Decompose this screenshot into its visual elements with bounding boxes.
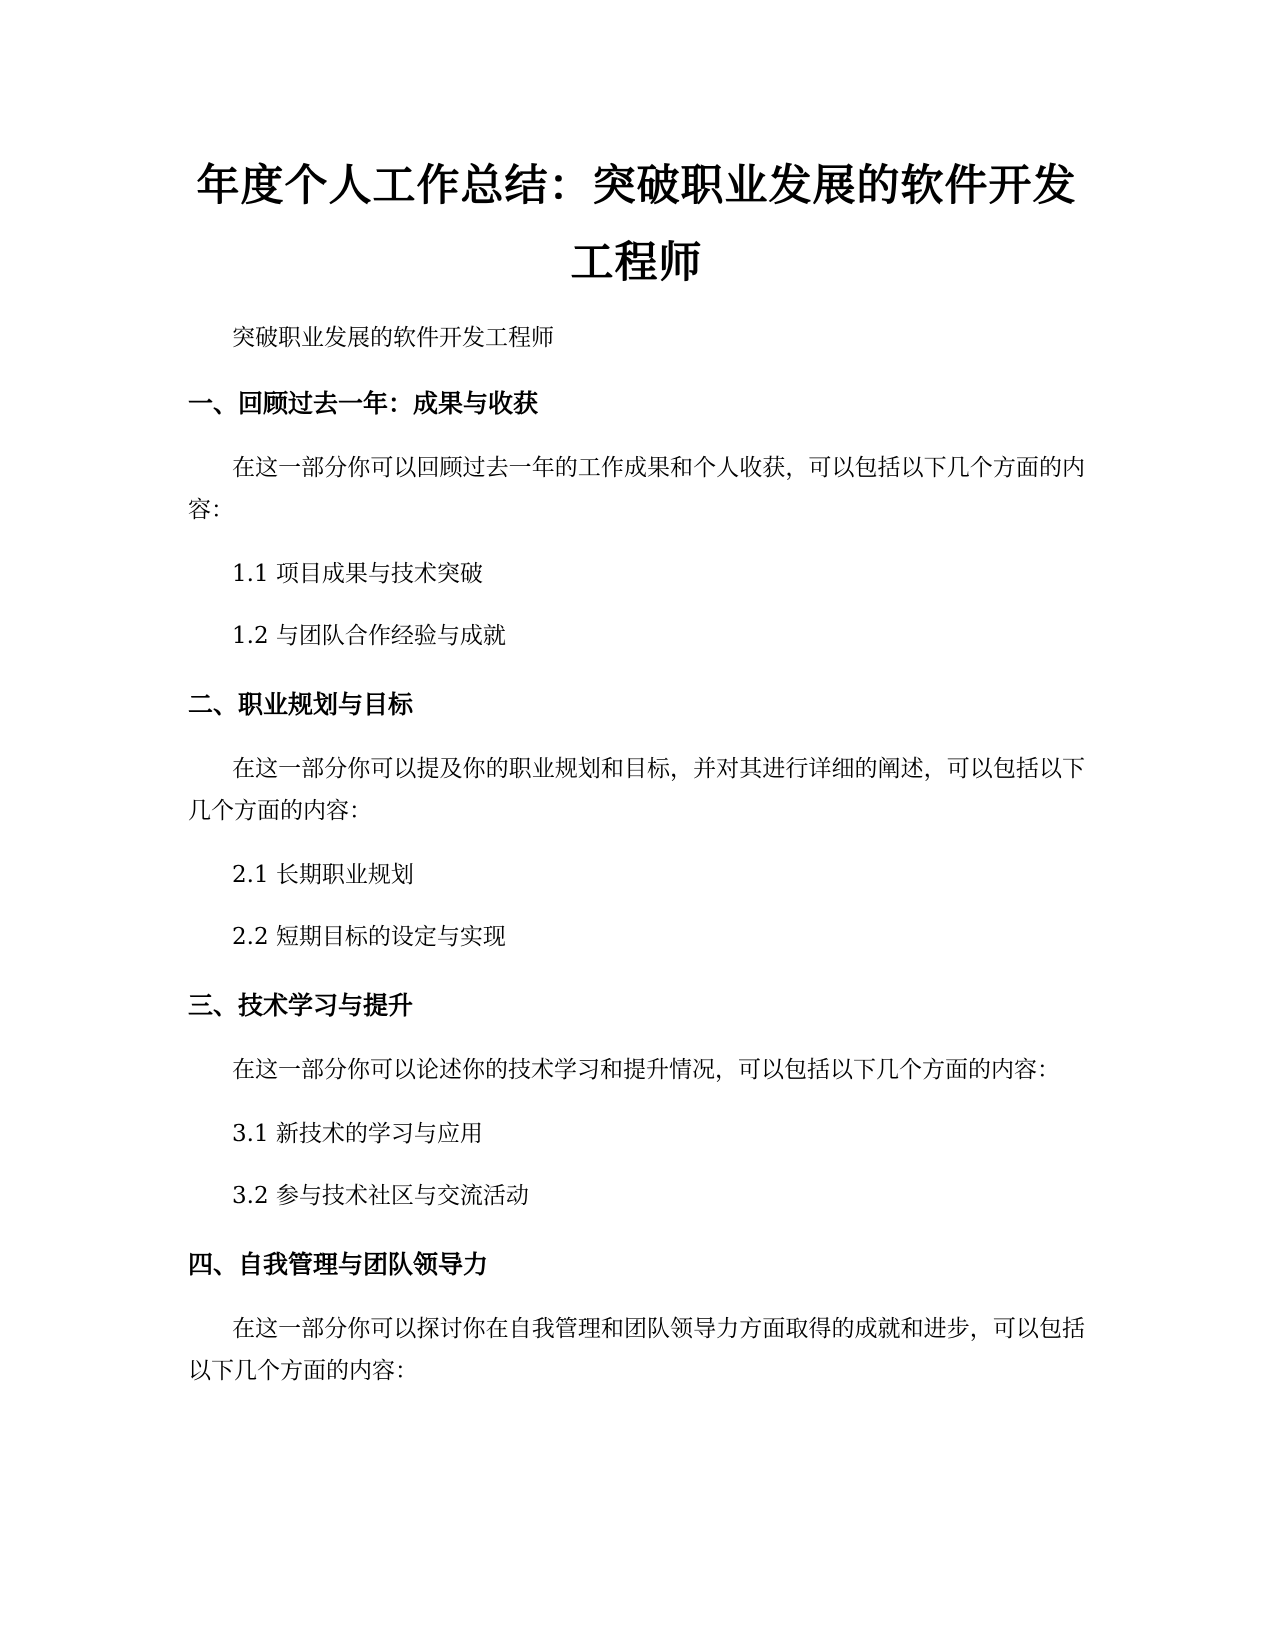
section-1-item-1: 1.1 项目成果与技术突破 [232,561,483,587]
section-4-body: 在这一部分你可以探讨你在自我管理和团队领导力方面取得的成就和进步，可以包括以下几个方面的内容： [188,1316,1085,1384]
section-3-heading: 三、技术学习与提升 [188,991,414,1020]
section-2-body: 在这一部分你可以提及你的职业规划和目标，并对其进行详细的阐述，可以包括以下几个方面的内容： [188,756,1085,824]
section-3-item-2: 3.2 参与技术社区与交流活动 [232,1183,529,1209]
document-subtitle: 突破职业发展的软件开发工程师 [232,325,554,351]
section-1-item-2: 1.2 与团队合作经验与成就 [232,623,506,649]
document-content [188,148,1085,1392]
section-3-body: 在这一部分你可以论述你的技术学习和提升情况，可以包括以下几个方面的内容： [232,1057,1060,1083]
document-title: 年度个人工作总结：突破职业发展的软件开发工程师 [196,161,1077,288]
section-2-item-1: 2.1 长期职业规划 [232,862,414,888]
section-3-item-1: 3.1 新技术的学习与应用 [232,1121,483,1147]
section-4-heading: 四、自我管理与团队领导力 [188,1250,489,1279]
section-1-heading: 一、回顾过去一年：成果与收获 [188,389,539,418]
section-1-body: 在这一部分你可以回顾过去一年的工作成果和个人收获，可以包括以下几个方面的内容： [188,455,1085,523]
section-2-item-2: 2.2 短期目标的设定与实现 [232,924,506,950]
section-2-heading: 二、职业规划与目标 [188,690,414,719]
